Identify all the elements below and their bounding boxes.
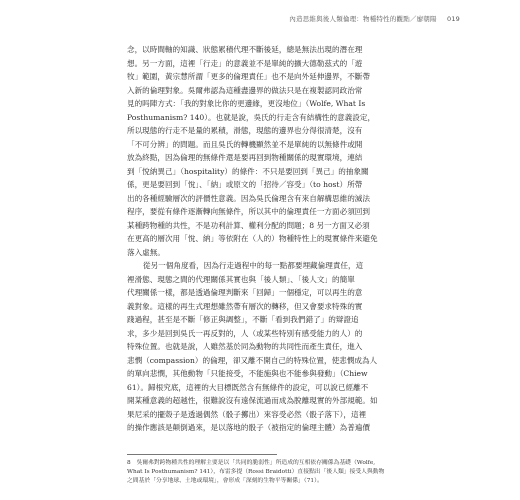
text-line: 義對象。這樣的再生式理想雖然帶有層次的轉移，但又會要求特殊的實 (127, 301, 363, 311)
text-line: 的操作應該是顛倒過來，是以落地的骰子（被指定的倫理主體）為普遍價 (127, 423, 370, 432)
text-line: Posthumanism? 140）。也就是說，吳氏的行走含有結構性的意義設定， (127, 112, 376, 122)
text-line: 踐過程，甚至是不斷「修正與調整」，不斷「看到我們錯了」的辯證追 (127, 315, 359, 324)
footnote-line: What Is Posthumanism? 141），布雷多提（Rossi Braidotti）直接點出「後人類」接受人與動物 (127, 469, 385, 475)
text-line: 出的各種經驗層次的評價性意義。因為吳氏倫理含有來自解構思維的滅法 (127, 193, 370, 203)
text-line: 程序，要從有條件逐漸轉向無條件，所以其中的倫理責任一方面必須回到 (127, 207, 370, 216)
text-line: 裡滑態、現態之間的代理關係其實也與「後人類」、「後人文」的簡單 (127, 274, 355, 284)
text-line: 牧」範圍，黃宗慧所謂「更多的倫理責任」也不是向外延伸邊界，不斷帶 (127, 72, 370, 81)
text-line: 悲憫（compassion）的倫理，卻又離不開自己的特殊位置，使悲憫成為人 (127, 355, 378, 365)
text-line: 特殊位置。也就是說，人雖然基於同為動物的共同性而產生責任，進入 (127, 342, 363, 351)
text-line: 果尼采的擺殼子是透過偶然（骰子擲出）來容受必然（骰子落下），這裡 (127, 409, 367, 419)
footnote-line: 之間基於「分享地球、土地或環境」，會形成「深刻的生物平等關係」（71）。 (127, 478, 323, 484)
page-number: 019 (446, 15, 460, 23)
text-line: 落入虛無。 (127, 247, 165, 257)
running-title: 內造思維與後人類倫理：物種特性的觀點／廖朝陽 (289, 15, 437, 23)
text-line: 求，多少是回到吳氏一再反對的，人（或某些特別有感受能力的人）的 (127, 328, 363, 338)
text-line: 代理關係一樣，都是透過倫理判斷來「回歸」一個穩定，可以再生的意 (127, 288, 363, 297)
paragraph-2 (127, 259, 430, 435)
footnote (127, 459, 430, 486)
text-line: 放為終點，因為倫理的無條件還是要再回到物種關係的現實環境，連結 (127, 153, 363, 162)
text-line: 到「悅納異己」（hospitality）的條件：不只是要回到「異己」的抽象關 (127, 166, 369, 176)
text-line: 念，以時間軸的知識、狀態累積代理不斷後延，總是無法出現的潛在理 (127, 45, 363, 54)
text-line: 係，更是要回到「悅」、「納」或原文的「招待／容受」（to host）所帶 (127, 180, 363, 189)
text-line: 見的吗陣方式：「我的對象比你的更邊緣，更沒地位」（Wolfe, What Is (127, 99, 366, 108)
text-line: 的單向悲憫，其他動物「只能接受，不能施與也不能參與發動」（Chiew (127, 369, 368, 378)
text-line: 61）。歸根究底，這裡的大目標既然含有無條件的設定，可以說已經離不 (127, 382, 369, 392)
text-line: 所以現態的行走不是量的累積，滑態，現態的邊界也分得很清楚，沒有 (127, 126, 363, 135)
text-line: 在更高的層次用「悅、納」等依附在（人的）物種特性上的現實條件來避免 (127, 234, 378, 243)
text-line: 開某種意義的超越性，很難說沒有遠保流過而成為脫離現實的外部規範。如 (127, 396, 378, 405)
footnote-line: 8 吳爾弗對跨物種共性的理解主要是以「共同的脆弱性」所造成的互相依存關係為基礎（Wolfe, (127, 460, 376, 466)
text-line: 「不可分辨」的問題。而且吳氏的轉機顯然並不是單純的以無條件或開 (127, 139, 363, 149)
text-line: 從另一個角度看，因為行走過程中的每一點都要埋藏倫理責任，這 (143, 261, 364, 270)
text-line: 某種跨物種的共性，不是功利計算、權利分配的問題；8 另一方面又必須 (127, 220, 370, 230)
paragraph-1 (127, 43, 430, 259)
text-line: 想。另一方面，這裡「行走」的意義並不是單純的擴大德勒茲式的「遊 (127, 58, 363, 68)
running-header (289, 14, 460, 23)
text-line: 入新的倫理對象。吳爾弗認為這種盡邊界的做法只是在複製認同政治常 (127, 85, 363, 95)
footnote-divider (127, 454, 277, 455)
body-text (127, 43, 430, 435)
